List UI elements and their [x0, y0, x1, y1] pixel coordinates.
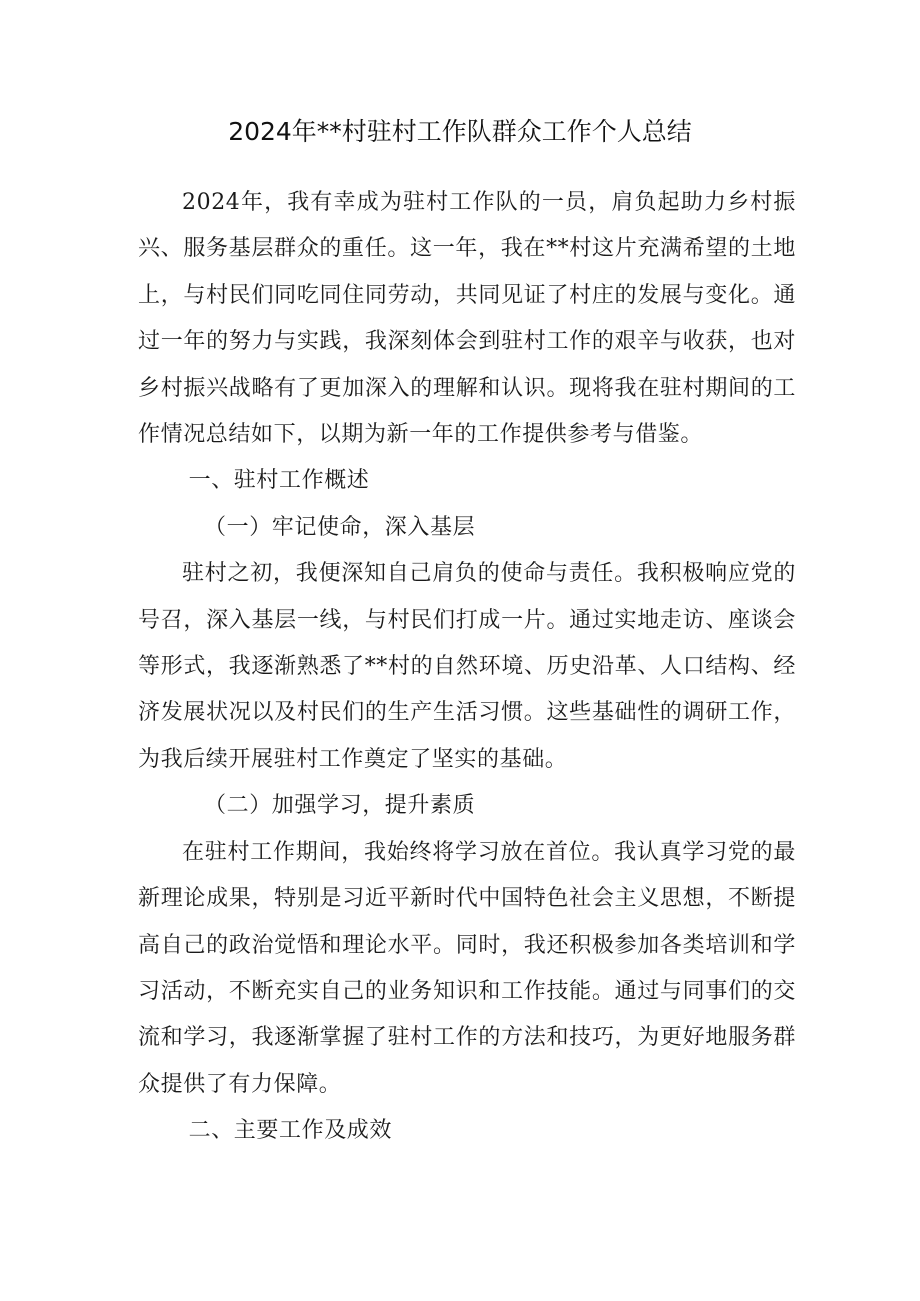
paragraph-study: 在驻村工作期间，我始终将学习放在首位。我认真学习党的最新理论成果，特别是习近平新时代中国特色社会主义思想，不断提高自己的政治觉悟和理论水平。同时，我还积极参加各类培训和学习活动，不断充实自己的业务知识和工作技能。通过与同事们的交流和学习，我逐渐掌握了驻村工作的方法和技巧，为更好地服务群众提供了有力保障。 [138, 839, 796, 1097]
paragraph-intro: 2024年，我有幸成为驻村工作队的一员，肩负起助力乡村振兴、服务基层群众的重任。这一年，我在**村这片充满希望的土地上，与村民们同吃同住同劳动，共同见证了村庄的发展与变化。通过一年的努力与实践，我深刻体会到驻村工作的艰辛与收获，也对乡村振兴战略有了更加深入的理解和认识。现将我在驻村期间的工作情况总结如下，以期为新一年的工作提供参考与借鉴。 [138, 190, 796, 448]
document-title: 2024年**村驻村工作队群众工作个人总结 [228, 117, 692, 146]
section-heading-results: 二、主要工作及成效 [188, 1118, 392, 1144]
subsection-heading-mission: （一）牢记使命，深入基层 [204, 514, 476, 540]
document-body [138, 180, 796, 1155]
subsection-heading-study: （二）加强学习，提升素质 [204, 793, 476, 819]
paragraph-mission: 驻村之初，我便深知自己肩负的使命与责任。我积极响应党的号召，深入基层一线，与村民们打成一片。通过实地走访、座谈会等形式，我逐渐熟悉了**村的自然环境、历史沿革、人口结构、经济发展状况以及村民们的生产生活习惯。这些基础性的调研工作，为我后续开展驻村工作奠定了坚实的基础。 [138, 561, 796, 772]
section-heading-overview: 一、驻村工作概述 [188, 468, 370, 494]
